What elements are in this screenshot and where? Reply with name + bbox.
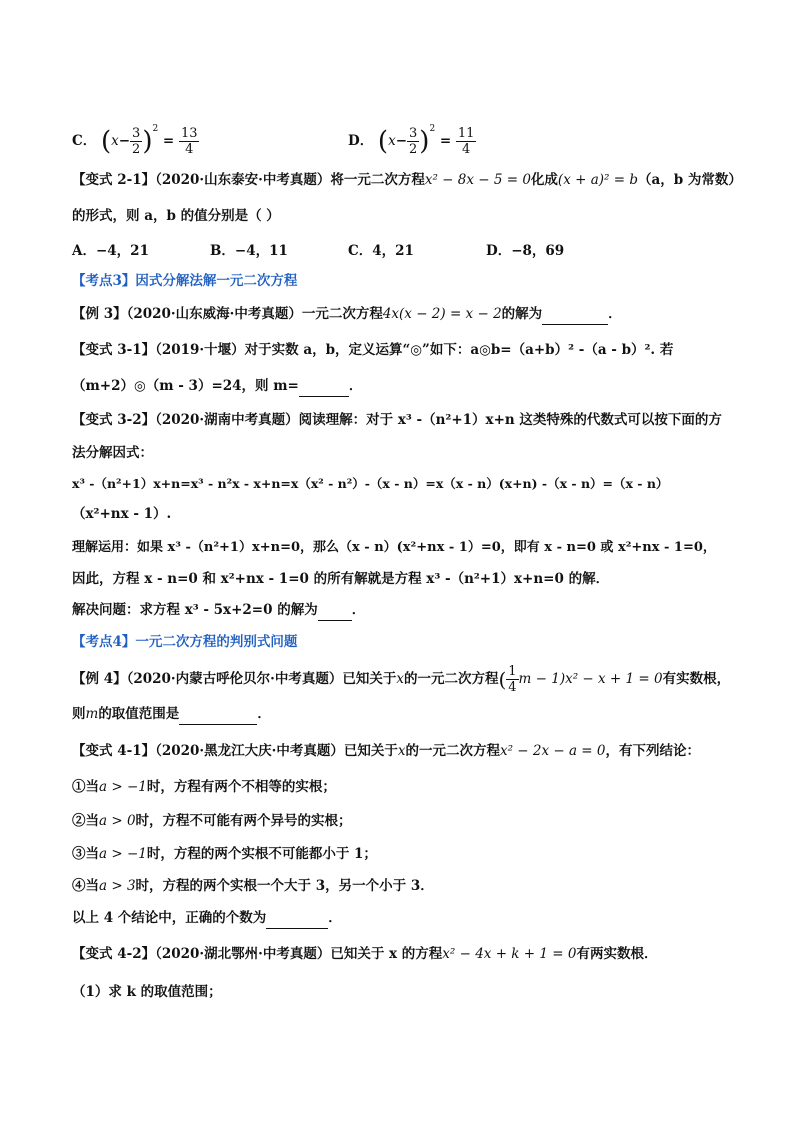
variant-3-2-tag: 【变式 3-2】 [72, 412, 156, 428]
conclusion-2-condition: a > 0 [99, 813, 136, 829]
conclusion-1-text: 时，方程有两个不相等的实根； [146, 779, 336, 795]
variant-2-1-option-c: C．4，21 [348, 243, 414, 259]
variant-2-1-option-d: D．−8，69 [486, 243, 565, 259]
variant-3-2-source: （2020·湖南中考真题） [155, 412, 299, 428]
option-d-inner-numerator: 3 [409, 126, 418, 141]
variant-4-2-question-1: （1）求 k 的取值范围； [72, 984, 222, 1000]
option-c-inner-numerator: 3 [132, 126, 141, 141]
variant-4-1-text1: 已知关于 [343, 743, 398, 759]
variant-4-1-conclusion-1 [72, 777, 754, 797]
variant-2-1-text2: 化成 [530, 172, 558, 188]
variant-3-2-line7 [72, 600, 754, 621]
example-4-text3: 有实数根， [662, 671, 731, 687]
example-4-equation: m − 1)x² − x + 1 = 0 [518, 671, 663, 687]
topic-4-heading: 【考点4】一元二次方程的判别式问题 [72, 634, 298, 650]
variant-3-1-end: ． [348, 378, 363, 394]
variant-4-1-text2: 的一元二次方程 [405, 743, 500, 759]
example-3: 【例 3】（2020·山东威海·中考真题）一元二次方程4x(x − 2) = x − 2的解为 ． [72, 304, 754, 325]
variant-3-2-line4: （x²+nx - 1）. [72, 506, 172, 522]
example-4-line2-var: m [85, 706, 99, 722]
variant-4-2-text2: 有两实数根． [576, 946, 658, 962]
variant-2-1-equation: x² − 8x − 5 = 0 [424, 172, 531, 188]
example-3-text2: 的解为 [501, 306, 543, 322]
conclusion-3-condition: a > −1 [99, 846, 147, 862]
variant-4-1-text3: ，有下列结论： [605, 743, 701, 759]
variant-2-1-source: （2020·山东泰安·中考真题） [155, 172, 331, 188]
variant-2-1-line2: 的形式，则 a，b 的值分别是（ ） [72, 208, 280, 224]
variant-4-1-summary [72, 908, 754, 929]
example-3-source: （2020·山东威海·中考真题） [126, 306, 302, 322]
topic-3-heading: 【考点3】因式分解法解一元二次方程 [72, 273, 298, 289]
example-4-frac-numerator: 1 [508, 664, 517, 679]
variant-2-1-text1: 将一元二次方程 [330, 172, 425, 188]
example-4-line2a: 则 [72, 706, 86, 722]
variant-4-2-text1: 已知关于 x 的方程 [330, 946, 443, 962]
conclusion-1-condition: a > −1 [99, 779, 147, 795]
example-3-answer-blank [542, 304, 608, 325]
example-4-frac-denominator: 4 [508, 680, 517, 695]
example-3-text1: 一元二次方程 [301, 306, 383, 322]
variant-4-2-line1 [72, 944, 754, 964]
conclusion-1-prefix: ①当 [72, 779, 99, 795]
variant-2-1-option-a: A．−4，21 [72, 243, 149, 259]
example-4-line1: 【例 4】（2020·内蒙古呼伦贝尔·中考真题）已知关于x的一元二次方程( $\frac{1}{4}$ m − 1)x² − x + 1 = 0有实数根， [72, 664, 731, 695]
variant-4-1-end: ． [328, 910, 342, 926]
option-c-rhs-denominator: 4 [185, 142, 194, 157]
options-cd-row [72, 112, 754, 157]
variant-2-1-target-form: (x + a)² = b [557, 172, 638, 188]
variant-4-1-equation: x² − 2x − a = 0 [499, 743, 606, 759]
example-4-end: ． [257, 706, 271, 722]
option-d: D． (x− $\frac{3}{2}$ )$^2$ = $\frac{11}{4}$ [348, 124, 475, 157]
example-4-line2b: 的取值范围是 [98, 706, 180, 722]
variant-3-2-line1 [72, 410, 754, 430]
option-c-rhs-numerator: 13 [180, 126, 198, 141]
option-d-inner-denominator: 2 [409, 142, 418, 157]
example-4-tag: 【例 4】 [72, 671, 127, 687]
variant-4-1-var: x [397, 743, 406, 759]
variant-2-1-line1 [72, 170, 754, 190]
example-4-text2: 的一元二次方程 [403, 671, 499, 687]
variant-4-1-summary-text: 以上 4 个结论中，正确的个数为 [72, 910, 267, 926]
conclusion-4-condition: a > 3 [99, 878, 136, 894]
option-d-rhs-numerator: 11 [457, 126, 475, 141]
conclusion-2-text: 时，方程不可能有两个异号的实根； [135, 813, 352, 829]
variant-3-2-line5: 理解运用：如果 x³ -（n²+1）x+n=0，那么（x - n）(x²+nx - 1）=0，即有 x - n=0 或 x²+nx - 1=0， [72, 540, 716, 555]
variant-4-2-source: （2020·湖北鄂州·中考真题） [155, 946, 331, 962]
variant-4-1-answer-blank [266, 908, 328, 929]
example-4-source: （2020·内蒙古呼伦贝尔·中考真题） [126, 671, 343, 687]
example-4-answer-blank [179, 704, 257, 725]
example-4-text1: 已知关于 [342, 671, 397, 687]
conclusion-3-prefix: ③当 [72, 846, 99, 862]
variant-3-1-answer-blank [299, 376, 349, 397]
example-3-tag: 【例 3】 [72, 306, 127, 322]
variant-2-1-option-b: B．−4，11 [210, 243, 288, 259]
variant-3-2-line2: 法分解因式： [72, 445, 153, 461]
variant-3-1-text: 对于实数 a，b，定义运算“◎”如下：a◎b=（a+b）² -（a - b）². 若 [244, 342, 674, 358]
conclusion-4-prefix: ④当 [72, 878, 99, 894]
variant-3-2-question: 解决问题：求方程 x³ - 5x+2=0 的解为 [72, 602, 318, 618]
option-c: C． (x− $\frac{3}{2}$ )$^2$ = $\frac{13}{4}$ [72, 124, 198, 157]
variant-4-1-tag: 【变式 4-1】 [72, 743, 156, 759]
variant-3-2-end: ． [351, 602, 366, 618]
variant-4-2-tag: 【变式 4-2】 [72, 946, 156, 962]
variant-4-1-conclusion-4 [72, 876, 754, 896]
variant-2-1-tag: 【变式 2-1】 [72, 172, 156, 188]
conclusion-2-prefix: ②当 [72, 813, 99, 829]
option-d-rhs-denominator: 4 [462, 142, 471, 157]
variant-3-1-line1 [72, 340, 754, 360]
example-3-equation: 4x(x − 2) = x − 2 [382, 306, 502, 322]
variant-4-1-conclusion-3 [72, 844, 754, 864]
variant-3-2-line6: 因此，方程 x - n=0 和 x²+nx - 1=0 的所有解就是方程 x³ -（n²+1）x+n=0 的解． [72, 571, 610, 587]
example-4-line2 [72, 704, 754, 725]
option-c-label: C． [72, 133, 97, 149]
variant-3-1-text2: （m+2）◎（m - 3）=24，则 m= [72, 378, 299, 394]
option-d-label: D． [348, 133, 374, 149]
variant-4-1-line1 [72, 741, 754, 761]
variant-3-2-answer-blank [318, 600, 352, 621]
variant-3-1-line2 [72, 376, 754, 397]
example-4-var: x [396, 671, 404, 687]
variant-4-1-source: （2020·黑龙江大庆·中考真题） [155, 743, 344, 759]
conclusion-4-text: 时，方程的两个实根一个大于 3，另一个小于 3． [135, 878, 434, 894]
variant-2-1-text3: （a，b 为常数） [637, 172, 742, 188]
variant-3-2-text1: 阅读理解：对于 x³ -（n²+1）x+n 这类特殊的代数式可以按下面的方 [298, 412, 722, 428]
conclusion-3-text: 时，方程的两个实根不可能都小于 1； [146, 846, 377, 862]
variant-4-1-conclusion-2 [72, 811, 754, 831]
variant-3-1-tag: 【变式 3-1】 [72, 342, 156, 358]
variant-3-1-source: （2019·十堰） [155, 342, 245, 358]
variant-3-2-line3: x³ -（n²+1）x+n=x³ - n²x - x+n=x（x² - n²）-（x - n）=x（x - n）(x+n) -（x - n）=（x - n） [72, 476, 669, 491]
option-c-inner-denominator: 2 [132, 142, 141, 157]
variant-4-2-equation: x² − 4x + k + 1 = 0 [442, 946, 577, 962]
